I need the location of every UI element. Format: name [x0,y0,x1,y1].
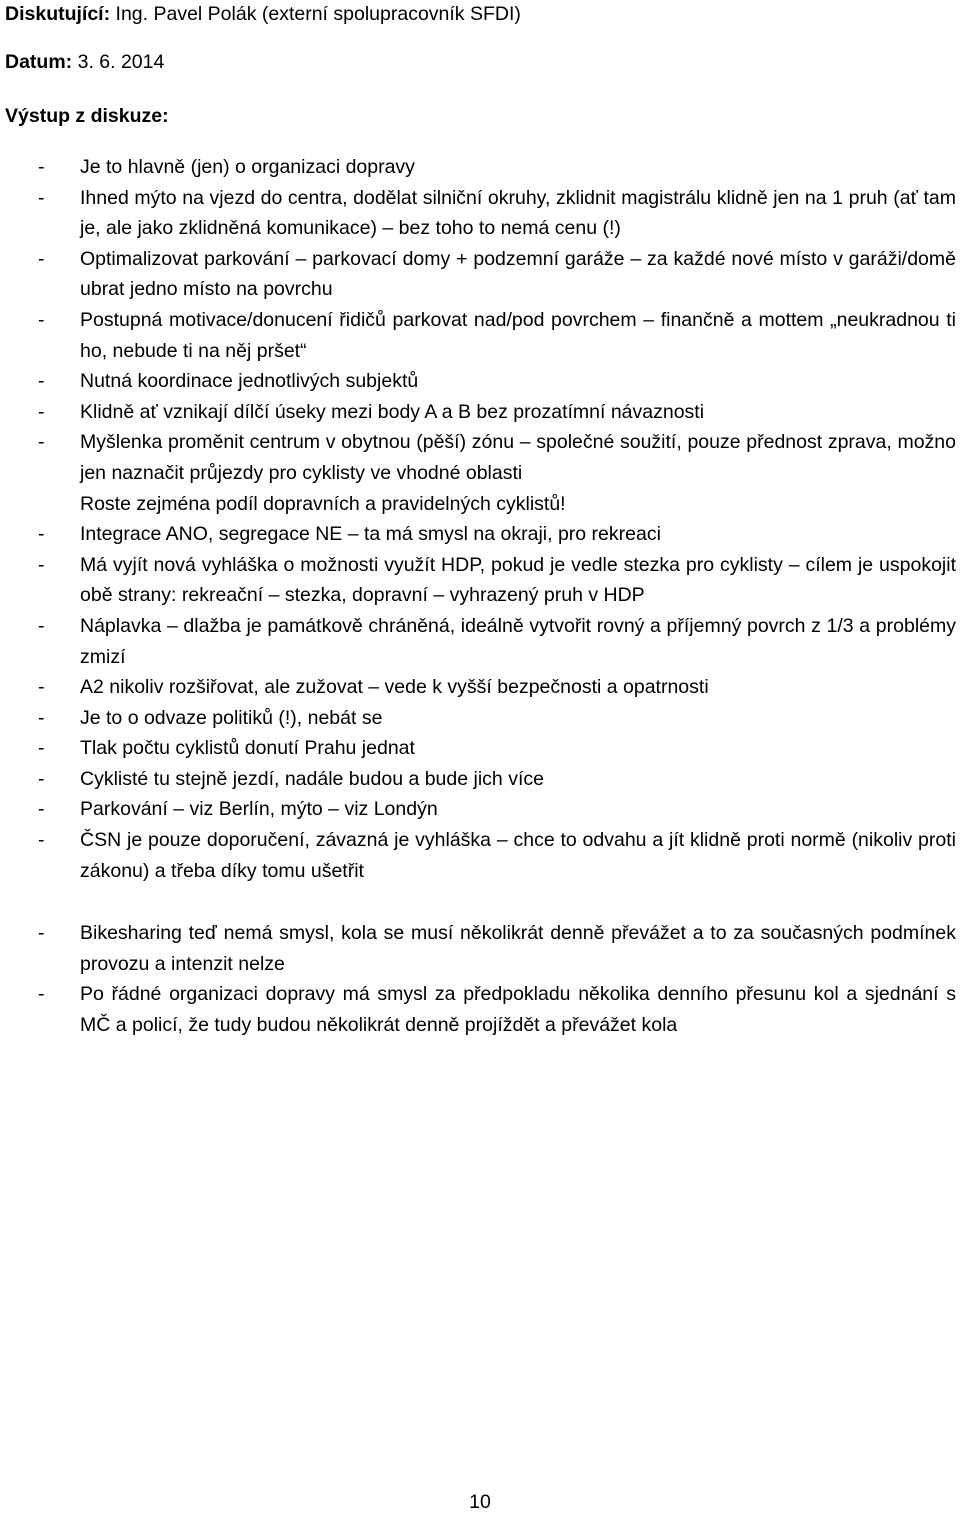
list-item [0,397,960,428]
list-item [0,794,960,825]
list-item [0,672,960,703]
list-dash: - [38,523,45,546]
date-line [5,50,164,74]
date-value: 3. 6. 2014 [77,51,165,73]
list-dash: - [38,614,45,637]
date-label: Datum: [5,51,73,73]
list-dash: - [38,400,45,423]
list-dash: - [38,186,45,209]
list-item [0,918,960,979]
list-item-text: Má vyjít nová vyhláška o možnosti využít HDP, pokud je vedle stezka pro cyklisty – cílem je uspokojit obě strany: rekreační – stezka, dopravní – vyhrazený pruh v HDP [80,553,956,607]
list-dash: - [38,922,45,945]
list-item [0,519,960,550]
list-item [0,183,960,244]
list-item-text: Bikesharing teď nemá smysl, kola se musí několikrát denně převážet a to za současných podmínek provozu a intenzit nelze [80,922,956,975]
list-dash: - [38,706,45,729]
list-dash: - [38,370,45,393]
list-item [0,611,960,672]
list-dash: - [38,676,45,699]
list-item [0,550,960,611]
list-dash: - [38,829,45,852]
list-item [0,244,960,305]
list-item-text: Náplavka – dlažba je památkově chráněná, ideálně vytvořit rovný a příjemný povrch z 1/3 a problémy zmizí [80,614,956,668]
list-item [0,366,960,397]
list-item-text: Klidně ať vznikají dílčí úseky mezi body A a B bez prozatímní návaznosti [80,400,705,423]
discussant-value: Ing. Pavel Polák (externí spolupracovník SFDI) [115,3,521,25]
list-item [0,825,960,886]
list-item-text: Tlak počtu cyklistů donutí Prahu jednat [80,737,415,760]
list-item-text: Parkování – viz Berlín, mýto – viz Londýn [80,798,438,821]
list-dash: - [38,798,45,821]
list-dash: - [38,737,45,760]
list-item [0,764,960,795]
section-title: Výstup z diskuze: [5,105,169,127]
list-item-text: Je to hlavně (jen) o organizaci dopravy [80,156,415,178]
list-item [0,305,960,366]
list-dash: - [38,983,45,1006]
list-item-text: Roste zejména podíl dopravních a pravidelných cyklistů! [80,492,566,515]
list-item-text: Cyklisté tu stejně jezdí, nadále budou a bude jich více [80,767,544,790]
list-dash: - [38,767,45,790]
list-item-text: Integrace ANO, segregace NE – ta má smysl na okraji, pro rekreaci [80,523,661,546]
discussant-line [5,2,521,26]
list-dash: - [38,156,45,178]
discussant-label: Diskutující: [5,3,111,25]
list-item-text: Myšlenka proměnit centrum v obytnou (pěší) zónu – společné soužití, pouze přednost zprava, možno jen naznačit průjezdy pro cyklisty ve vhodné oblasti [80,431,956,484]
list-item [0,152,960,183]
list-item-text: Optimalizovat parkování – parkovací domy + podzemní garáže – za každé nové místo v garáži/domě ubrat jedno místo na povrchu [80,247,956,301]
list-item [0,733,960,764]
list-item-text: Ihned mýto na vjezd do centra, dodělat silniční okruhy, zklidnit magistrálu klidně jen na 1 pruh (ať tam je, ale jako zklidněná komunikace) – bez toho to nemá cenu (!) [80,186,956,240]
list-item [0,703,960,734]
discussion-list [0,152,960,1041]
page-number: 10 [469,1491,491,1513]
list-item-text: Je to o odvaze politiků (!), nebát se [80,706,383,729]
list-item-continuation [0,489,960,520]
list-dash: - [38,553,45,576]
list-dash: - [38,247,45,270]
list-item-text: A2 nikoliv rozšiřovat, ale zužovat – vede k vyšší bezpečnosti a opatrnosti [80,676,709,699]
list-item [0,427,960,488]
list-item-text: Po řádné organizaci dopravy má smysl za předpokladu několika denního přesunu kol a sjednání s MČ a policí, že tudy budou několikrát denně projíždět a převážet kola [80,983,956,1037]
list-item [0,979,960,1040]
list-dash: - [38,431,45,454]
list-item-text: Postupná motivace/donucení řidičů parkovat nad/pod povrchem – finančně a mottem „neukradnou ti ho, nebude ti na něj pršet“ [80,308,956,362]
list-item-text: Nutná koordinace jednotlivých subjektů [80,370,419,393]
list-item-text: ČSN je pouze doporučení, závazná je vyhláška – chce to odvahu a jít klidně proti normě (nikoliv proti zákonu) a třeba díky tomu ušetřit [80,829,956,882]
list-dash: - [38,308,45,331]
